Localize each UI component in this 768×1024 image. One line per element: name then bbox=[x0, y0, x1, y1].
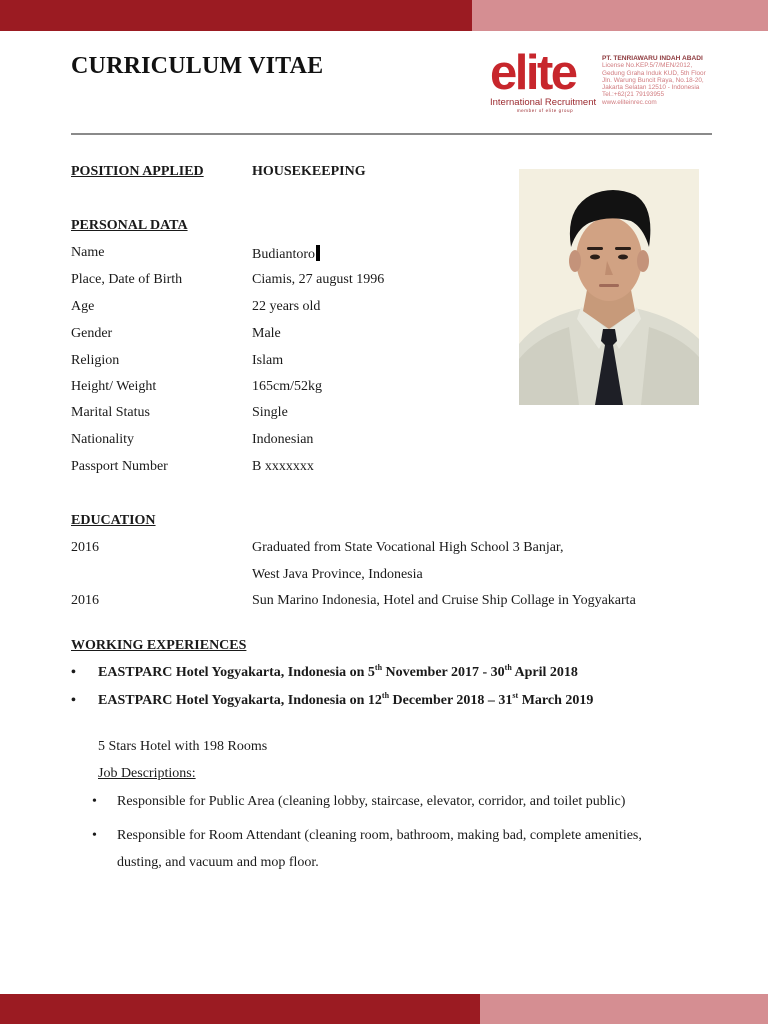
company-address-2: Jln. Warung Buncit Raya, No.18-20, bbox=[602, 76, 704, 84]
elite-logo bbox=[490, 46, 600, 113]
field-label: Gender bbox=[71, 326, 113, 341]
field-label: Marital Status bbox=[71, 405, 150, 420]
footer-band-dark bbox=[0, 994, 480, 1024]
field-label: Name bbox=[71, 245, 105, 260]
field-label: Height/ Weight bbox=[71, 379, 157, 394]
field-value: Islam bbox=[252, 353, 284, 368]
bullet-dot: • bbox=[71, 665, 76, 680]
experience-text bbox=[98, 693, 593, 709]
experience-part: December 2018 – 31 bbox=[389, 693, 513, 708]
experience-part: EASTPARC Hotel Yogyakarta, Indonesia on 5 bbox=[98, 665, 375, 680]
bullet-dot: • bbox=[92, 828, 97, 843]
experience-text bbox=[98, 665, 578, 681]
position-value: HOUSEKEEPING bbox=[252, 164, 366, 179]
field-value: Indonesian bbox=[252, 432, 314, 447]
company-address-1: Gedung Graha Induk KUD, 5th Floor bbox=[602, 69, 706, 77]
company-name: PT. TENRIAWARU INDAH ABADI bbox=[602, 55, 703, 62]
field-value: B xxxxxxx bbox=[252, 459, 314, 474]
experience-part: EASTPARC Hotel Yogyakarta, Indonesia on 12 bbox=[98, 693, 382, 708]
logo-subtitle: International Recruitment bbox=[490, 97, 597, 108]
footer-band-light bbox=[480, 994, 768, 1024]
experience-part: March 2019 bbox=[518, 693, 594, 708]
profile-photo-image bbox=[519, 169, 699, 405]
job-text-continued: dusting, and vacuum and mop floor. bbox=[117, 855, 319, 870]
education-year: 2016 bbox=[71, 540, 99, 555]
hotel-info: 5 Stars Hotel with 198 Rooms bbox=[98, 739, 268, 754]
field-value: Budiantoro bbox=[252, 247, 315, 262]
personal-data-heading: PERSONAL DATA bbox=[71, 218, 188, 233]
experience-heading: WORKING EXPERIENCES bbox=[71, 638, 247, 653]
field-label: Nationality bbox=[71, 432, 134, 447]
ordinal-suffix: st bbox=[512, 691, 519, 700]
header-band-dark bbox=[0, 0, 472, 31]
company-address-3: Jakarta Selatan 12510 - Indonesia bbox=[602, 84, 700, 92]
field-value: 22 years old bbox=[252, 299, 321, 314]
company-info bbox=[602, 55, 727, 106]
bullet-dot: • bbox=[71, 693, 76, 708]
ordinal-suffix: th bbox=[504, 663, 512, 672]
education-year: 2016 bbox=[71, 593, 99, 608]
field-value: Single bbox=[252, 405, 288, 420]
logo-wordmark: elite bbox=[490, 46, 576, 100]
job-text: Responsible for Public Area (cleaning lobby, staircase, elevator, corridor, and toilet public) bbox=[117, 794, 626, 809]
field-value: Ciamis, 27 august 1996 bbox=[252, 272, 385, 287]
position-label: POSITION APPLIED bbox=[71, 164, 204, 179]
field-label: Religion bbox=[71, 353, 120, 368]
field-label: Passport Number bbox=[71, 459, 168, 474]
field-label: Age bbox=[71, 299, 95, 314]
company-license: License No.KEP.5/7/MEN/2012, bbox=[602, 62, 693, 70]
education-detail: Graduated from State Vocational High School 3 Banjar, bbox=[252, 540, 564, 555]
job-descriptions-heading: Job Descriptions: bbox=[98, 766, 196, 781]
field-label: Place, Date of Birth bbox=[71, 272, 183, 287]
header-band-light bbox=[472, 0, 768, 31]
company-phone: Tel.:+62(21 79193955 bbox=[602, 91, 665, 99]
education-heading: EDUCATION bbox=[71, 513, 156, 528]
experience-part: April 2018 bbox=[511, 665, 578, 680]
field-value-wrap bbox=[252, 245, 320, 263]
job-text: Responsible for Room Attendant (cleaning room, bathroom, making bad, complete amenities, bbox=[117, 828, 642, 843]
ordinal-suffix: th bbox=[374, 663, 383, 672]
text-cursor bbox=[316, 245, 320, 261]
header-divider bbox=[71, 133, 712, 135]
field-value: Male bbox=[252, 326, 281, 341]
document-title: CURRICULUM VITAE bbox=[71, 53, 324, 79]
experience-part: November 2017 - 30 bbox=[382, 665, 505, 680]
ordinal-suffix: th bbox=[381, 691, 390, 700]
bullet-dot: • bbox=[92, 794, 97, 809]
field-value: 165cm/52kg bbox=[252, 379, 322, 394]
education-detail: West Java Province, Indonesia bbox=[252, 567, 423, 582]
education-detail: Sun Marino Indonesia, Hotel and Cruise Ship Collage in Yogyakarta bbox=[252, 593, 636, 608]
logo-tagline: member of elite group bbox=[516, 108, 574, 113]
profile-photo bbox=[519, 169, 699, 405]
company-website: www.eliteinrec.com bbox=[602, 98, 657, 106]
